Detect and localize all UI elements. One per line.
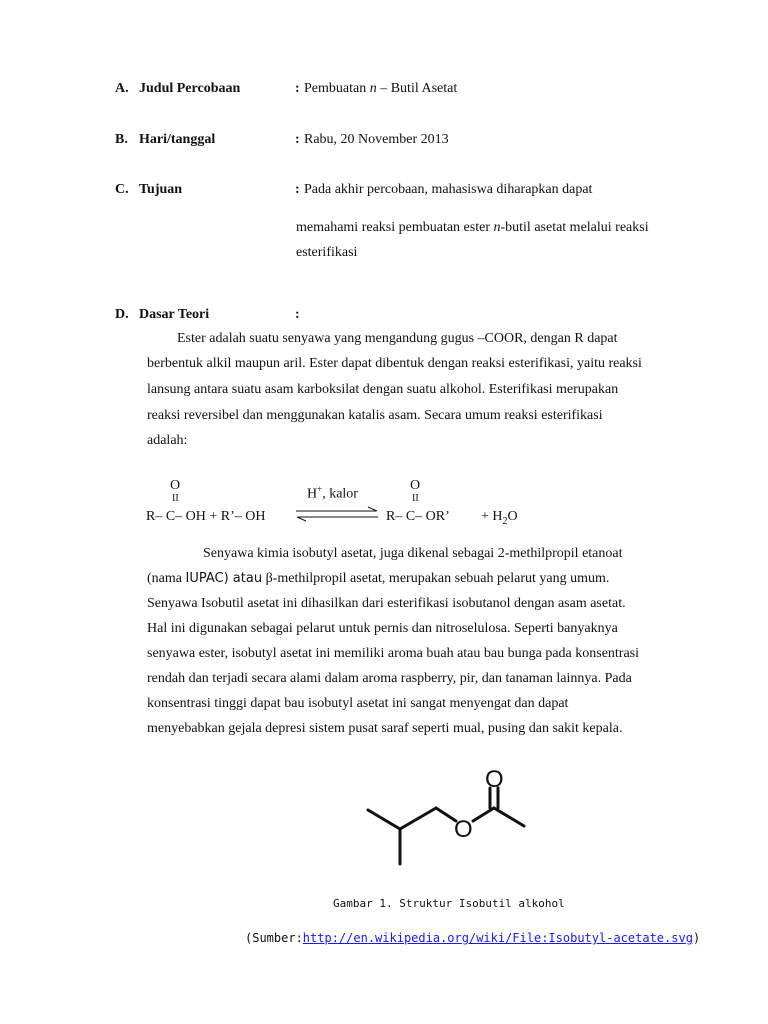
section-a-value (304, 81, 457, 97)
theory-p2-line6: rendah dan terjadi secara alami dalam aroma raspberry, pir, dan tanaman lainnya. Pada (147, 671, 632, 686)
section-c-colon: : (295, 182, 300, 197)
value-pre: Pembuatan (304, 81, 370, 96)
section-c-letter: C. (115, 182, 129, 197)
reaction-water (481, 509, 518, 527)
section-a-colon: : (295, 81, 300, 96)
theory-p1-line3: lansung antara suatu asam karboksilat dengan suatu alkohol. Esterifikasi merupakan (147, 382, 619, 397)
theory-p2-line3: Senyawa Isobutil asetat ini dihasilkan dari esterifikasi isobutanol dengan asam asetat. (147, 596, 626, 611)
theory-p2-line1: Senyawa kimia isobutyl asetat, juga dikenal sebagai 2-methilpropil etanoat (203, 546, 623, 561)
condition-rest: , kalor (322, 486, 358, 502)
p2-line2-a: (nama (147, 571, 186, 586)
section-c-line3: esterifikasi (296, 245, 358, 260)
ester-oxygen-label: O (454, 816, 473, 843)
theory-p2-line4: Hal ini digunakan sebagai pelarut untuk pernis dan nitroselulosa. Seperti banyaknya (147, 621, 618, 636)
equilibrium-arrows-icon (294, 506, 380, 522)
p2-line2-c: β-methilpropil asetat, merupakan sebuah pelarut yang umum. (262, 571, 610, 586)
source-link[interactable]: http://en.wikipedia.org/wiki/File:Isobutyl-acetate.svg (302, 931, 693, 945)
value-italic: n (369, 81, 377, 96)
section-c-line2 (296, 220, 649, 236)
source-prefix: (Sumber: (245, 931, 303, 945)
section-c-label: Tujuan (139, 182, 183, 197)
theory-p1-line1: Ester adalah suatu senyawa yang mengandung gugus –COOR, dengan R dapat (177, 331, 618, 346)
reaction-o-left: O (170, 478, 181, 493)
isobutyl-acetate-structure (360, 760, 540, 870)
theory-p1-line4: reaksi reversibel dan menggunakan katalis asam. Secara umum reaksi esterifikasi (147, 408, 603, 423)
section-b-label: Hari/tanggal (139, 132, 216, 147)
section-d-label: Dasar Teori (139, 307, 210, 322)
p2-line2-b: IUPAC) atau (185, 571, 263, 586)
water-post: O (507, 509, 518, 524)
theory-p2-line5: senyawa ester, isobutyl asetat ini memiliki aroma buah atau bau bunga pada konsentrasi (147, 646, 640, 661)
section-d-letter: D. (115, 307, 129, 322)
reaction-condition (307, 484, 358, 503)
line2-italic: n (493, 220, 501, 235)
source-suffix: ) (692, 931, 701, 945)
figure-source (245, 931, 700, 945)
line2-post: -butil asetat melalui reaksi (500, 220, 649, 235)
theory-p2-line2 (147, 571, 609, 587)
section-c-value: Pada akhir percobaan, mahasiswa diharapkan dapat (304, 182, 593, 197)
reaction-reactants: R– C– OH + R’– OH (146, 509, 266, 524)
section-b-colon: : (295, 132, 300, 147)
reaction-double-bond-left: II (172, 493, 179, 504)
theory-p1-line2: berbentuk alkil maupun aril. Ester dapat dibentuk dengan reaksi esterifikasi, yaitu reaksi (147, 356, 642, 371)
section-a-label: Judul Percobaan (139, 81, 241, 96)
condition-h: H (307, 486, 318, 502)
water-pre: + H (481, 509, 503, 524)
reaction-o-right: O (410, 478, 421, 493)
condition-plus: + (317, 484, 323, 494)
theory-p1-line5: adalah: (147, 433, 188, 448)
figure-caption: Gambar 1. Struktur Isobutil alkohol (333, 897, 565, 910)
theory-p2-line7: konsentrasi tinggi dapat bau isobutyl asetat ini sangat menyengat dan dapat (147, 696, 569, 711)
section-a-letter: A. (115, 81, 129, 96)
reaction-product: R– C– OR’ (386, 509, 450, 524)
line2-pre: memahami reaksi pembuatan ester (296, 220, 494, 235)
section-b-value: Rabu, 20 November 2013 (304, 132, 449, 147)
section-b-letter: B. (115, 132, 128, 147)
reaction-double-bond-right: II (412, 493, 419, 504)
carbonyl-oxygen-label: O (485, 766, 504, 793)
value-post: – Butil Asetat (376, 81, 458, 96)
water-sub: 2 (502, 515, 508, 527)
section-d-colon: : (295, 307, 300, 322)
theory-p2-line8: menyebabkan gejala depresi sistem pusat saraf seperti mual, pusing dan sakit kepala. (147, 721, 623, 736)
